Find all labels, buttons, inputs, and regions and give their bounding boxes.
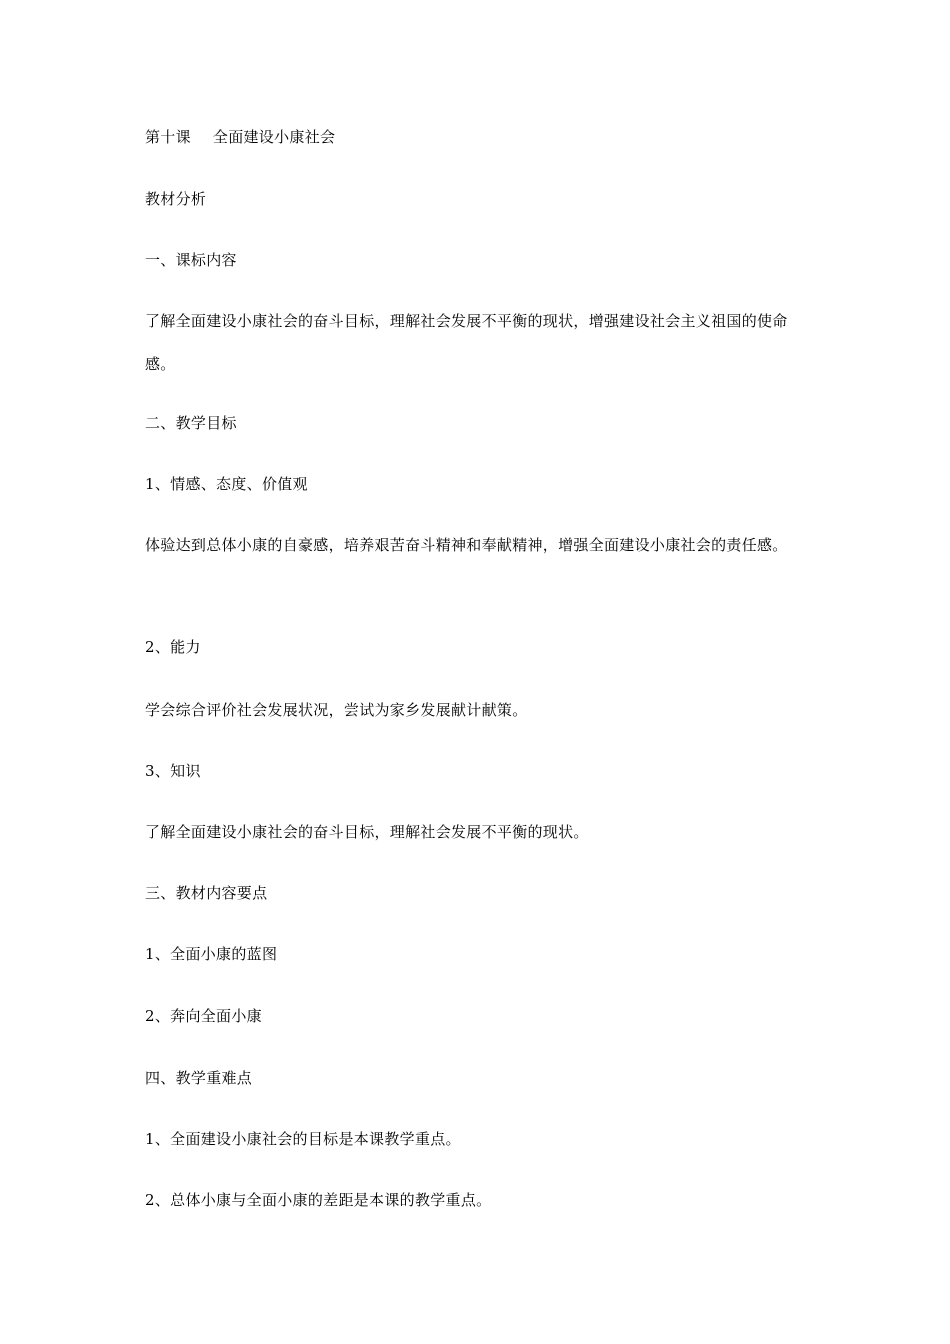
lesson-title: 全面建设小康社会 <box>212 128 336 146</box>
paragraph-curriculum-content: 了解全面建设小康社会的奋斗目标，理解社会发展不平衡的现状，增强建设社会主义祖国的使命感。 <box>145 312 788 373</box>
section-heading: 教材分析 <box>145 190 207 208</box>
lesson-number: 第十课 <box>145 128 191 146</box>
heading-curriculum-content: 一、课标内容 <box>145 251 237 269</box>
list-item-blueprint: 1、全面小康的蓝图 <box>145 945 278 963</box>
subheading-knowledge: 3、知识 <box>145 762 201 780</box>
paragraph-knowledge: 了解全面建设小康社会的奋斗目标，理解社会发展不平衡的现状。 <box>145 823 589 841</box>
heading-teaching-goals: 二、教学目标 <box>145 414 237 432</box>
heading-key-difficult-points: 四、教学重难点 <box>145 1069 253 1087</box>
subheading-emotion-attitude-values: 1、情感、态度、价值观 <box>145 475 308 493</box>
paragraph-ability: 学会综合评价社会发展状况，尝试为家乡发展献计献策。 <box>145 701 528 719</box>
list-item-key-point-1: 1、全面建设小康社会的目标是本课教学重点。 <box>145 1130 461 1148</box>
list-item-toward-xiaokang: 2、奔向全面小康 <box>145 1007 262 1025</box>
list-item-key-point-2: 2、总体小康与全面小康的差距是本课的教学重点。 <box>145 1191 492 1209</box>
heading-content-points: 三、教材内容要点 <box>145 884 268 902</box>
paragraph-emotion-attitude-values: 体验达到总体小康的自豪感，培养艰苦奋斗精神和奉献精神，增强全面建设小康社会的责任感。 <box>145 536 788 554</box>
lesson-heading <box>145 127 810 147</box>
subheading-ability: 2、能力 <box>145 638 201 656</box>
